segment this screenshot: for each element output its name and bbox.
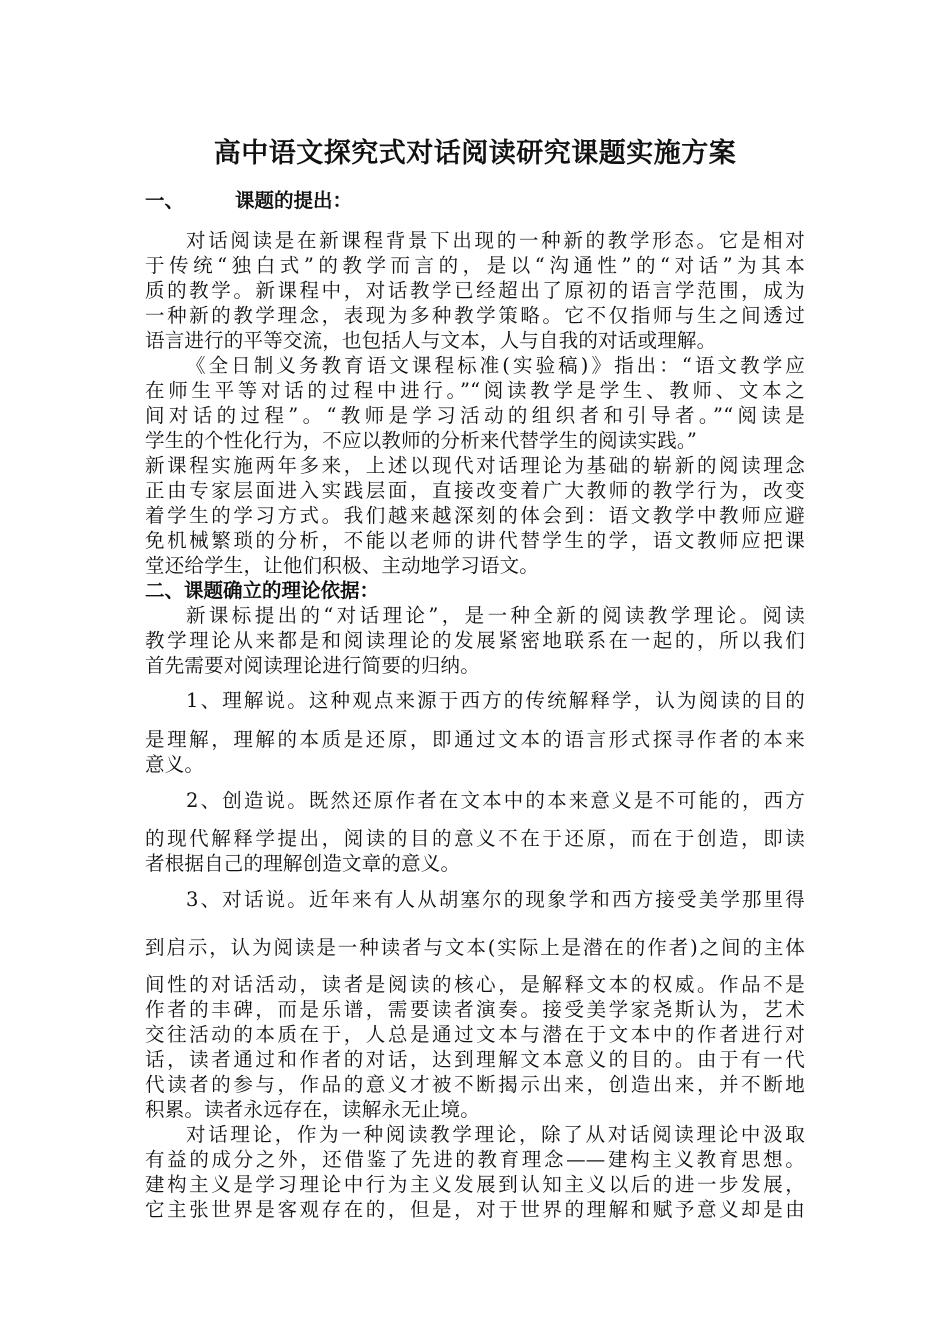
text-line: 《全日制义务教育语文课程标准(实验稿)》指出：“语文教学应: [186, 354, 805, 377]
text-line: 话，读者通过和作者的对话，达到理解文本意义的目的。由于有一代: [145, 1048, 805, 1071]
text-line: 学生的个性化行为，不应以教师的分析来代替学生的阅读实践。”: [145, 429, 698, 452]
text-line: 2、创造说。既然还原作者在文本中的本来意义是不可能的，西方: [186, 789, 805, 812]
section-heading-1-number: 一、: [145, 189, 185, 212]
text-line: 者根据自己的理解创造文章的意义。: [145, 852, 461, 875]
text-line: 代读者的参与，作品的意义才被不断揭示出来，创造出来，并不断地: [145, 1073, 805, 1096]
text-line: 作者的丰碑，而是乐谱，需要读者演奏。接受美学家尧斯认为，艺术: [145, 998, 805, 1021]
text-line: 间对话的过程”。“教师是学习活动的组织者和引导者。”“阅读是: [145, 404, 805, 427]
text-line: 到启示，认为阅读是一种读者与文本(实际上是潜在的作者)之间的主体: [145, 936, 805, 959]
text-line: 首先需要对阅读理论进行简要的归纳。: [145, 654, 480, 677]
text-line: 交往活动的本质在于，人总是通过文本与潜在于文本中的作者进行对: [145, 1023, 805, 1046]
section-heading-1: [145, 188, 352, 213]
text-line: 在师生平等对话的过程中进行。”“阅读教学是学生、教师、文本之: [145, 379, 805, 402]
text-line: 建构主义是学习理论中行为主义发展到认知主义以后的进一步发展，: [145, 1173, 805, 1196]
text-line: 对话阅读是在新课程背景下出现的一种新的教学形态。它是相对: [186, 229, 805, 252]
text-line: 正由专家层面进入实践层面，直接改变着广大教师的教学行为，改变: [145, 479, 805, 502]
text-line: 是理解，理解的本质是还原，即通过文本的语言形式探寻作者的本来: [145, 728, 805, 751]
text-line: 1、理解说。这种观点来源于西方的传统解释学，认为阅读的目的: [186, 689, 805, 712]
text-line: 质的教学。新课程中，对话教学已经超出了原初的语言学范围，成为: [145, 279, 805, 302]
text-line: 有益的成分之外，还借鉴了先进的教育理念——建构主义教育思想。: [145, 1148, 805, 1171]
document-title: 高中语文探究式对话阅读研究课题实施方案: [213, 138, 737, 169]
text-line: 的现代解释学提出，阅读的目的意义不在于还原，而在于创造，即读: [145, 827, 805, 850]
section-heading-1-text: 课题的提出：: [235, 189, 353, 212]
text-line: 3、对话说。近年来有人从胡塞尔的现象学和西方接受美学那里得: [186, 888, 805, 911]
text-line: 新课标提出的“对话理论”，是一种全新的阅读教学理论。阅读: [186, 604, 805, 627]
text-line: 意义。: [145, 753, 205, 776]
text-line: 一种新的教学理念，表现为多种教学策略。它不仅指师与生之间透过: [145, 304, 805, 327]
text-line: 于传统“独白式”的教学而言的，是以“沟通性”的“对话”为其本: [145, 254, 805, 277]
text-line: 对话理论，作为一种阅读教学理论，除了从对话阅读理论中汲取: [186, 1123, 805, 1146]
text-line: 教学理论从来都是和阅读理论的发展紧密地联系在一起的，所以我们: [145, 629, 805, 652]
text-line: 间性的对话活动，读者是阅读的核心，是解释文本的权威。作品不是: [145, 973, 805, 996]
text-line: 新课程实施两年多来，上述以现代对话理论为基础的崭新的阅读理念: [145, 454, 805, 477]
text-line: 着学生的学习方式。我们越来越深刻的体会到：语文教学中教师应避: [145, 504, 805, 527]
text-line: 语言进行的平等交流，也包括人与文本，人与自我的对话或理解。: [145, 329, 717, 352]
text-line: 免机械繁琐的分析，不能以老师的讲代替学生的学，语文教师应把课: [145, 529, 805, 552]
section-heading-2: 二、课题确立的理论依据：: [145, 579, 380, 602]
text-line: 积累。读者永远存在，读解永无止境。: [145, 1098, 480, 1121]
text-line: 它主张世界是客观存在的，但是，对于世界的理解和赋予意义却是由: [145, 1198, 805, 1221]
text-line: 堂还给学生，让他们积极、主动地学习语文。: [145, 554, 540, 577]
